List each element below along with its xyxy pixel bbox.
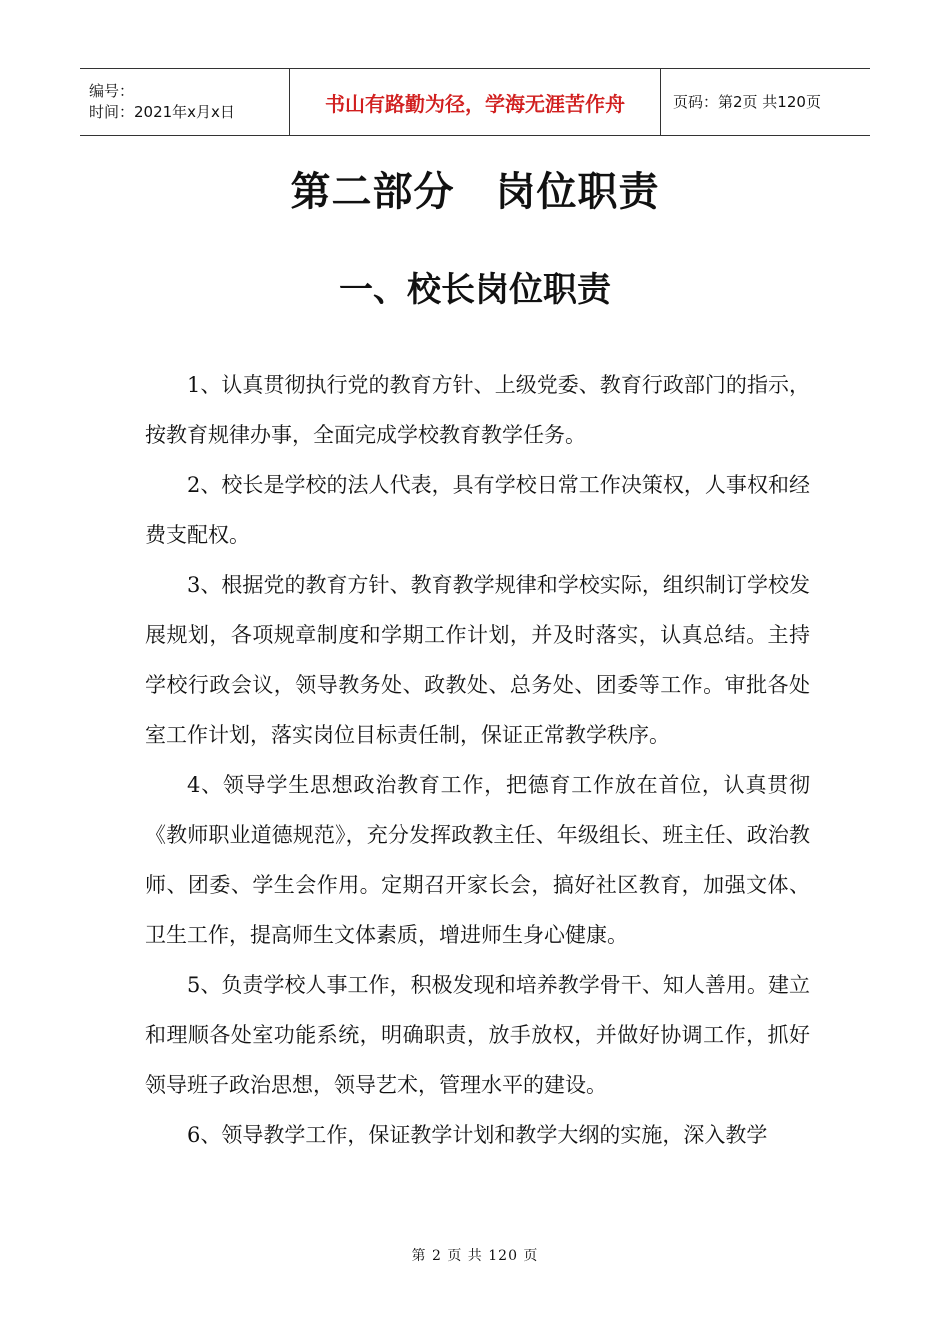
header-table	[80, 68, 870, 136]
header-motto-cell	[290, 69, 661, 136]
paragraph-2: 2、校长是学校的法人代表，具有学校日常工作决策权，人事权和经费支配权。	[145, 473, 810, 547]
page-title: 第二部分 岗位职责	[290, 169, 660, 215]
motto: 书山有路勤为径，学海无涯苦作舟	[325, 91, 625, 116]
page-footer: 第 2 页 共 120 页	[411, 1248, 539, 1264]
section-title: 一、校长岗位职责	[339, 270, 611, 310]
paragraph-5: 5、负责学校人事工作，积极发现和培养教学骨干、知人善用。建立和理顺各处室功能系统，明确职责，放手放权，并做好协调工作，抓好领导班子政治思想，领导艺术，管理水平的建设。	[145, 973, 810, 1097]
body-text	[145, 360, 810, 1160]
paragraph-6: 6、领导教学工作，保证教学计划和教学大纲的实施，深入教学	[187, 1123, 768, 1147]
header-meta-cell	[80, 69, 290, 136]
header-page-cell	[661, 69, 871, 136]
page-info: 页码：第2页 共120页	[673, 92, 821, 111]
paragraph-3: 3、根据党的教育方针、教育教学规律和学校实际，组织制订学校发展规划，各项规章制度和学期工作计划，并及时落实，认真总结。主持学校行政会议，领导教务处、政教处、总务处、团委等工作。审批各处室工作计划，落实岗位目标责任制，保证正常教学秩序。	[145, 573, 810, 747]
number-label: 编号：	[89, 82, 135, 100]
paragraph-1: 1、认真贯彻执行党的教育方针、上级党委、教育行政部门的指示，按教育规律办事，全面完成学校教育教学任务。	[145, 373, 810, 447]
time-label: 时间：2021年x月x日	[89, 103, 235, 121]
paragraph-4: 4、领导学生思想政治教育工作，把德育工作放在首位，认真贯彻《教师职业道德规范》，充分发挥政教主任、年级组长、班主任、政治教师、团委、学生会作用。定期召开家长会，搞好社区教育，加强文体、卫生工作，提高师生文体素质，增进师生身心健康。	[145, 773, 810, 947]
